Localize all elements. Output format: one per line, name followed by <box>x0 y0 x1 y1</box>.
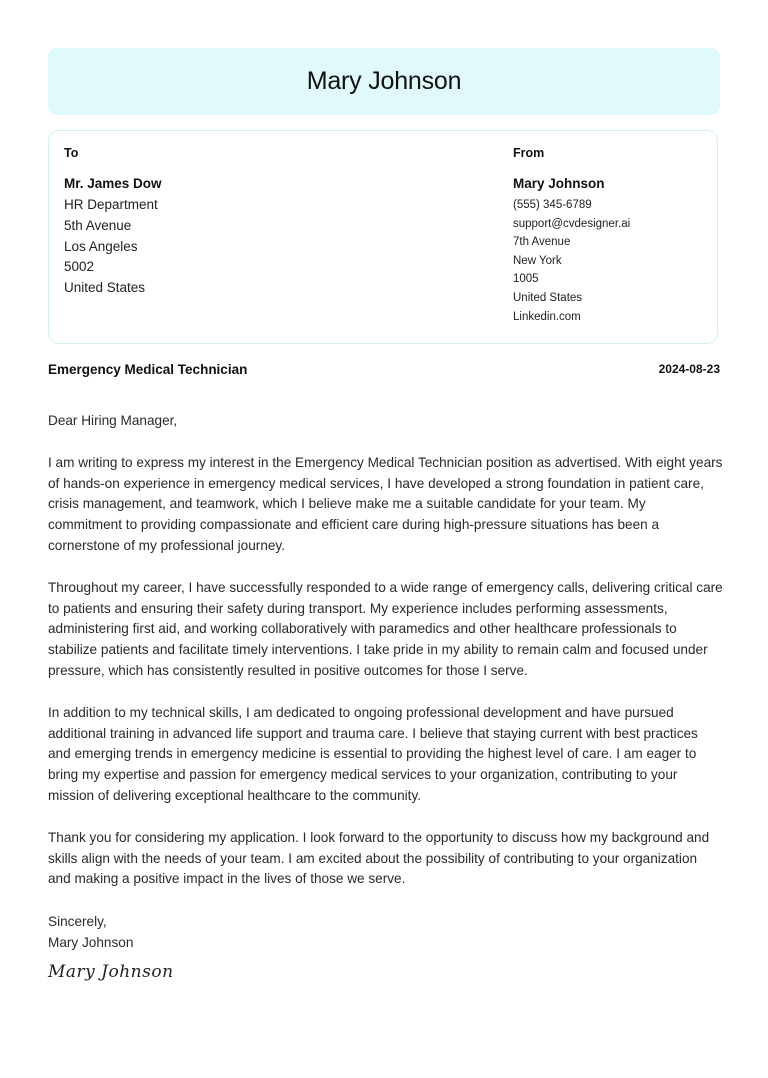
paragraph: Throughout my career, I have successfully responded to a wide range of emergency calls, delivering critical care to patients and ensuring their safety during transport. My experience includes performing assessments, administering first aid, and working collaboratively with paramedics and other healthcare professionals to stabilize patients and facilitate timely interventions. I take pride in my ability to remain calm and focused under pressure, which has consistently resulted in positive outcomes for those I serve. <box>48 579 723 678</box>
sender-name: Mary Johnson <box>513 176 605 191</box>
signer-name: Mary Johnson <box>48 934 134 950</box>
header-banner <box>48 48 720 115</box>
sender-email: support@cvdesigner.ai <box>513 217 631 230</box>
sender-line: United States <box>513 291 583 304</box>
sender-contact <box>513 196 630 326</box>
closing-block <box>48 912 133 954</box>
recipient-line: 5002 <box>64 259 95 275</box>
paragraph: Thank you for considering my application. I look forward to the opportunity to discuss how my background and skills align with the needs of your team. I am excited about the possibility of contributing to your organization and making a positive impact in the lives of those we serve. <box>48 829 710 887</box>
sender-line: New York <box>513 254 562 267</box>
recipient-address <box>64 195 158 299</box>
signature: Mary Johnson <box>48 962 174 982</box>
letter-date: 2024-08-23 <box>658 362 720 376</box>
paragraph: In addition to my technical skills, I am dedicated to ongoing professional development and have pursued additional training in advanced life support and trauma care. I believe that staying current with best practices and emerging trends in emergency medicine is essential to providing the highest level of care. I am eager to bring my expertise and passion for emergency medical services to your organization, contributing to your mission of delivering exceptional healthcare to the community. <box>48 704 698 803</box>
applicant-name: Mary Johnson <box>306 67 462 95</box>
recipient-line: Los Angeles <box>64 238 138 254</box>
recipient-line: United States <box>64 280 146 296</box>
sender-line: 1005 <box>513 273 539 286</box>
to-label: To <box>64 146 79 160</box>
recipient-name: Mr. James Dow <box>64 176 162 191</box>
job-title: Emergency Medical Technician <box>48 362 248 377</box>
address-box <box>48 130 718 344</box>
letter-body <box>48 411 723 911</box>
recipient-line: HR Department <box>64 197 158 212</box>
greeting: Dear Hiring Manager, <box>48 413 178 428</box>
recipient-line: 5th Avenue <box>64 217 132 233</box>
sender-line: 7th Avenue <box>513 236 571 249</box>
sender-linkedin: Linkedin.com <box>513 310 581 323</box>
from-label: From <box>513 146 545 160</box>
paragraph: I am writing to express my interest in the Emergency Medical Technician position as advertised. With eight years of hands-on experience in emergency medical services, I have developed a strong foundation in patient care, crisis management, and teamwork, which I believe make me a suitable candidate for your team. My commitment to providing compassionate and efficient care during high-pressure situations has been a cornerstone of my professional journey. <box>48 454 723 553</box>
closing-phrase: Sincerely, <box>48 914 107 929</box>
sender-phone: (555) 345-6789 <box>513 199 592 211</box>
